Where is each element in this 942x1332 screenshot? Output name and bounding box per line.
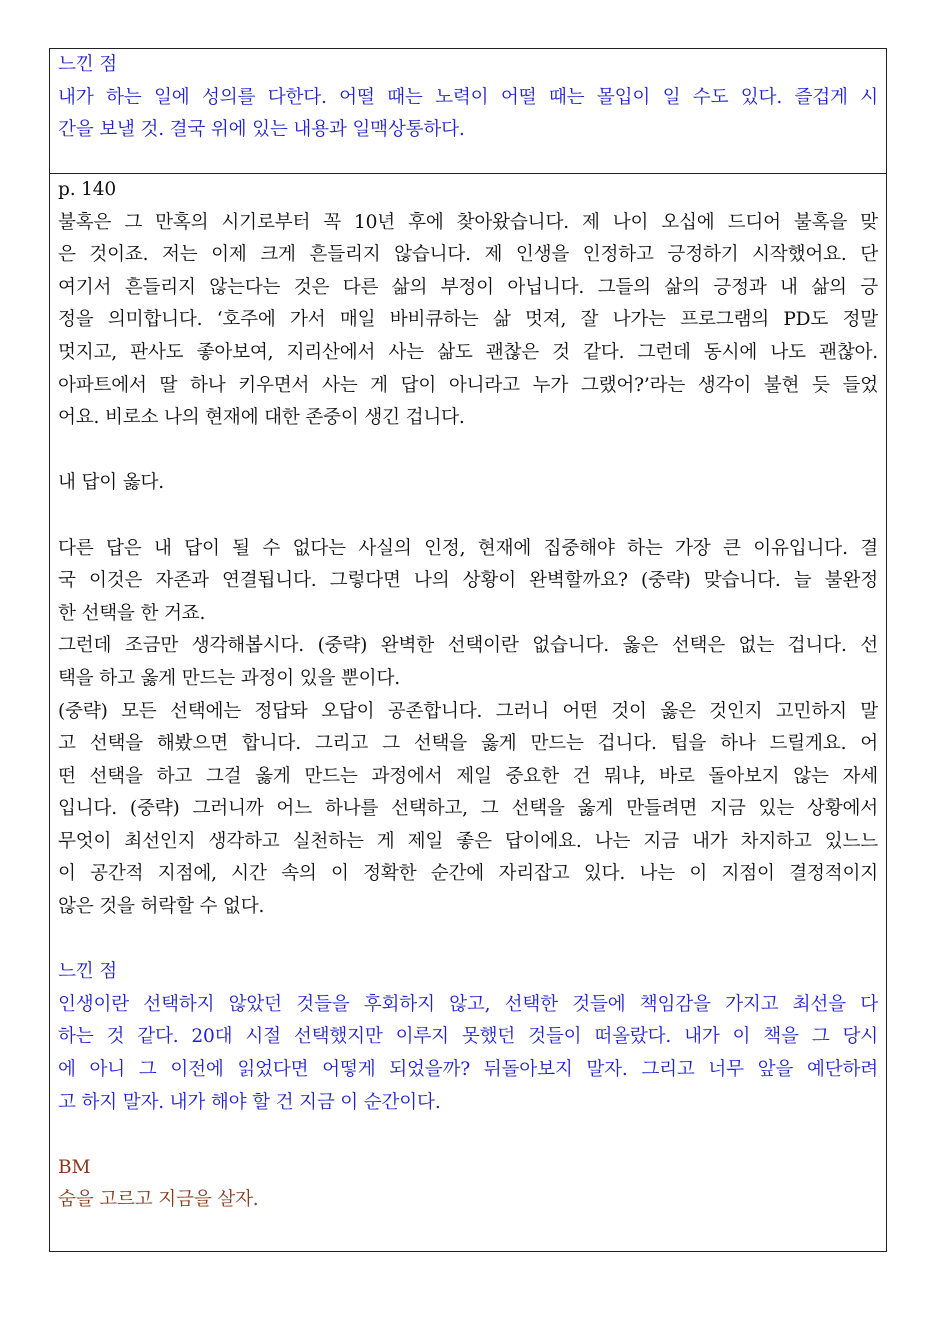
quote-paragraph-2	[58, 533, 878, 631]
text-line: 정을 의미합니다. ‘호주에 가서 매일 바비큐하는 삶 멋져, 잘 나가는 프로그램의 PD도 정말	[58, 309, 878, 331]
text-line: 어요. 비로소 나의 현재에 대한 존중이 생긴 겁니다.	[58, 407, 465, 429]
text-line: 아파트에서 딸 하나 키우면서 사는 게 답이 아니라고 누가 그랬어?’라는 생각이 불현 듯 들었	[58, 374, 878, 396]
spacer	[58, 435, 878, 468]
text-line: (중략) 모든 선택에는 정답돠 오답이 공존합니다. 그러니 어떤 것이 옳은 것인지 고민하지 말	[58, 700, 878, 722]
bm-line: 숨을 고르고 지금을 살자.	[58, 1189, 259, 1211]
quote-paragraph-4	[58, 696, 878, 924]
text-line: 않은 것을 허락할 수 없다.	[58, 896, 265, 918]
page-reference: p. 140	[58, 179, 117, 200]
text-line: 그런데 조금만 생각해봅시다. (중략) 완벽한 선택이란 없습니다. 옳은 선택은 없는 겁니다. 선	[58, 635, 878, 657]
reflection-note	[58, 956, 878, 1119]
section-heading: 내 답이 옳다.	[58, 472, 164, 494]
text-line: 불혹은 그 만혹의 시기로부터 꼭 10년 후에 찾아왔습니다. 제 나이 오십에 드디어 불혹을 맞	[58, 211, 878, 233]
bm-note	[58, 1152, 878, 1217]
text-line: 국 이것은 자존과 연결됩니다. 그렇다면 나의 상황이 완벽할까요? (중략) 맞습니다. 늘 불완정	[58, 570, 878, 592]
quote-paragraph-3	[58, 630, 878, 695]
note-line: 간을 보낼 것. 결국 위에 있는 내용과 일맥상통하다.	[58, 119, 465, 141]
document-table	[49, 48, 887, 1252]
spacer	[58, 924, 878, 957]
note-line: 에 아니 그 이전에 읽었다면 어떻게 되었을까? 뒤돌아보지 말자. 그리고 너무 앞을 예단하려	[58, 1059, 878, 1081]
note-title: 느낀 점	[58, 961, 117, 983]
spacer	[58, 1119, 878, 1152]
text-line: 다른 답은 내 답이 될 수 없다는 사실의 인정, 현재에 집중해야 하는 가장 큰 이유입니다. 결	[58, 537, 878, 559]
text-line: 고 선택을 해봤으면 합니다. 그리고 그 선택을 옳게 만드는 겁니다. 팁을 하나 드릴게요. 어	[58, 733, 878, 755]
text-line: 한 선택을 한 거죠.	[58, 602, 206, 624]
text-line: 여기서 흔들리지 않는다는 것은 다른 삶의 부정이 아닙니다. 그들의 삶의 긍정과 내 삶의 긍	[58, 276, 878, 298]
note-cell-top	[50, 49, 886, 174]
text-line: 멋지고, 판사도 좋아보여, 지리산에서 사는 삶도 괜찮은 것 같다. 그런데 동시에 나도 괜찮아.	[58, 341, 878, 363]
text-line: 무엇이 최선인지 생각하고 실천하는 게 제일 좋은 답이에요. 나는 지금 내가 차지하고 있느느	[58, 830, 878, 852]
note-line: 하는 것 같다. 20대 시절 선택했지만 이루지 못했던 것들이 떠올랐다. 내가 이 책을 그 당시	[58, 1026, 878, 1048]
text-line: 이 공간적 지점에, 시간 속의 이 정확한 순간에 자리잡고 있다. 나는 이 지점이 결정적이지	[58, 863, 878, 885]
spacer	[58, 500, 878, 533]
text-line: 은 것이죠. 저는 이제 크게 흔들리지 않습니다. 제 인생을 인정하고 긍정하기 시작했어요. 단	[58, 244, 878, 266]
bm-title: BM	[58, 1156, 91, 1178]
text-line: 입니다. (중략) 그러니까 어느 하나를 선택하고, 그 선택을 옳게 만들려면 지금 있는 상황에서	[58, 798, 878, 820]
note-title: 느낀 점	[58, 54, 117, 75]
note-line: 고 하지 말자. 내가 해야 할 건 지금 이 순간이다.	[58, 1091, 441, 1113]
note-line: 인생이란 선택하지 않았던 것들을 후회하지 않고, 선택한 것들에 책임감을 가지고 최선을 다	[58, 993, 878, 1015]
text-line: 떤 선택을 하고 그걸 옳게 만드는 과정에서 제일 중요한 건 뭐냐, 바로 돌아보지 않는 자세	[58, 765, 878, 787]
quote-paragraph-1	[58, 207, 878, 435]
text-line: 택을 하고 옳게 만드는 과정이 있을 뿐이다.	[58, 667, 400, 689]
quote-cell	[50, 174, 886, 1251]
note-line: 내가 하는 일에 성의를 다한다. 어떨 때는 노력이 어떨 때는 몰입이 일 수도 있다. 즐겁게 시	[58, 86, 878, 108]
